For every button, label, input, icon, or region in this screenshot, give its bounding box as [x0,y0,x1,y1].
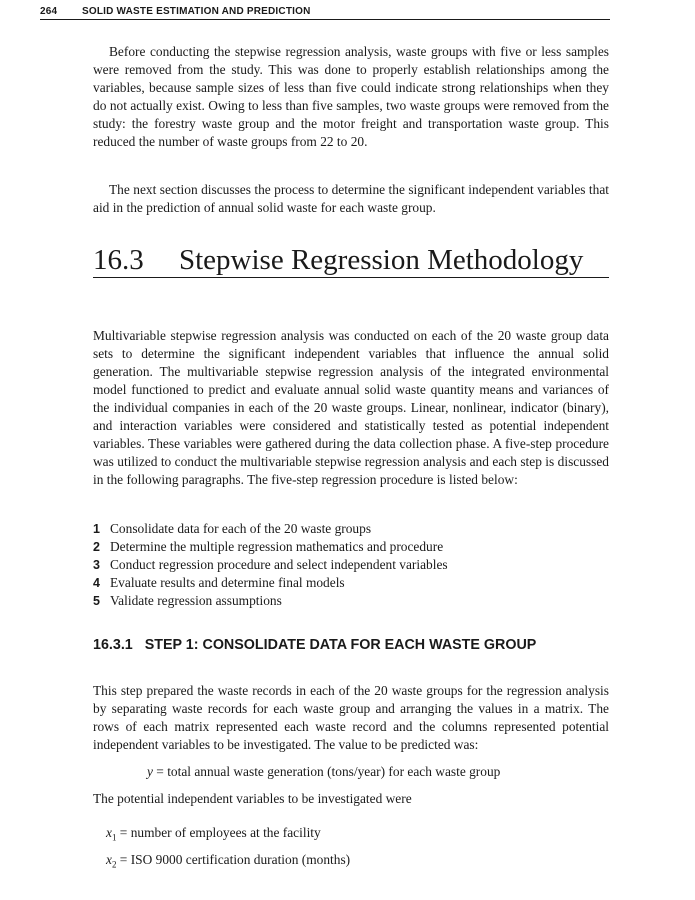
variable-symbol: x [106,852,112,867]
section-heading [93,244,609,278]
section-number: 16.3 [93,244,144,276]
subsection-heading [93,636,609,654]
list-item [93,556,609,574]
variable-definition: = number of employees at the facility [116,825,321,840]
running-head-title: SOLID WASTE ESTIMATION AND PREDICTION [82,6,311,17]
steps-list [93,520,609,610]
section-title: Stepwise Regression Methodology [179,244,584,276]
step-text: Validate regression assumptions [110,593,282,608]
step-number: 3 [93,558,100,572]
variable-subscript: 2 [111,859,117,870]
page-number: 264 [40,6,58,17]
equation-variable: y [147,764,153,779]
paragraph-sample-removal: Before conducting the stepwise regression analysis, waste groups with five or less samples were removed from the study. This was done to properly establish relationships among the variables, because sample sizes of less than five could indicate strong relationships when they do not actually exist. Owing to less than five samples, two waste groups were removed from the study: the forestry waste group and the motor freight and transportation waste group. This reduced the number of waste groups from 22 to 20. [93,44,609,149]
step-text: Conduct regression procedure and select independent variables [110,557,448,572]
list-item [93,592,609,610]
list-item [93,574,609,592]
list-item [93,538,609,556]
step-number: 5 [93,594,100,608]
step-number: 2 [93,540,100,554]
step-text: Evaluate results and determine final models [110,575,345,590]
variable-symbol: x [106,825,112,840]
running-head [40,6,610,20]
subsection-number: 16.3.1 [93,637,133,653]
paragraph-lead-in: The potential independent variables to be investigated were [93,791,412,806]
subsection-title: STEP 1: CONSOLIDATE DATA FOR EACH WASTE GROUP [144,637,537,653]
step-number: 1 [93,522,100,536]
equation-y [147,763,500,781]
step-text: Determine the multiple regression mathematics and procedure [110,539,444,554]
paragraph-methodology-intro: Multivariable stepwise regression analysis was conducted on each of the 20 waste group data sets to determine the significant independent variables that influence the annual solid generation. The multivariable stepwise regression analysis of the integrated environmental model functioned to predict and evaluate annual solid waste quantity means and variances of the individual companies in each of the 20 waste groups. Linear, nonlinear, indicator (binary), and interaction variables were considered and statistically tested as potential independent variables. These variables were gathered during the data collection phase. A five-step procedure was utilized to conduct the multivariable stepwise regression analysis and each step is discussed in the following paragraphs. The five-step regression procedure is listed below: [93,328,609,487]
paragraph-step1: This step prepared the waste records in each of the 20 waste groups for the regression analysis by separating waste records for each waste group and arranging the values in a matrix. The rows of each matrix represented each waste record and the columns represented potential independent variables to be investigated. The value to be predicted was: [93,683,609,752]
variable-x2 [106,851,350,874]
list-item [93,520,609,538]
variable-subscript: 1 [111,832,117,843]
variable-definition: = ISO 9000 certification duration (months) [116,852,351,867]
step-text: Consolidate data for each of the 20 waste groups [110,521,372,536]
variable-x1 [106,824,321,847]
step-number: 4 [93,576,100,590]
equation-text: = total annual waste generation (tons/year) for each waste group [152,764,501,779]
paragraph-next-section: The next section discusses the process to determine the significant independent variables that aid in the prediction of annual solid waste for each waste group. [93,182,609,215]
